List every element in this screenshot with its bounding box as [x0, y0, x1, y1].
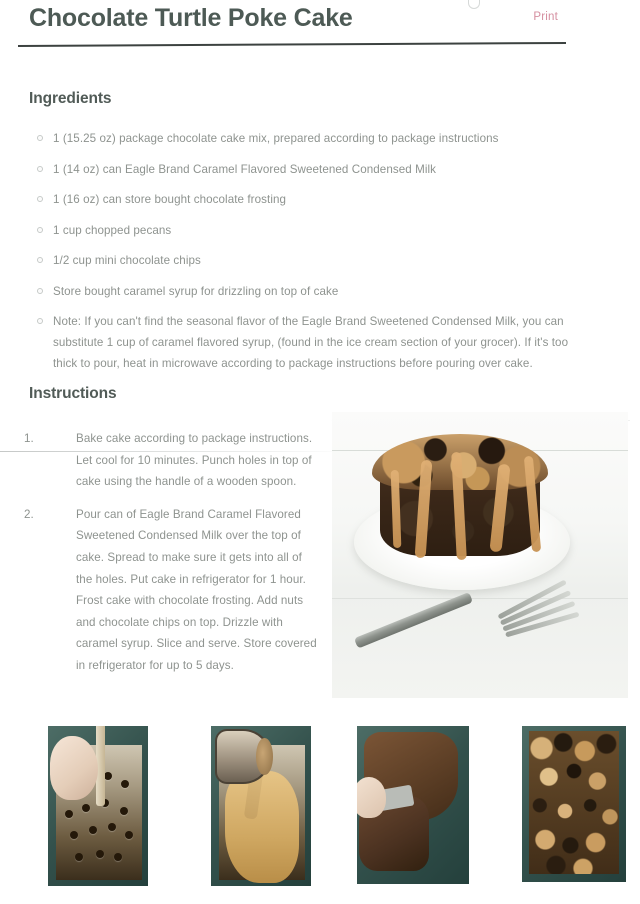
ingredient-text: 1/2 cup mini chocolate chips	[53, 254, 201, 267]
bullet-circle-icon	[37, 135, 43, 141]
step-thumbnail-frost-cake[interactable]	[357, 726, 469, 884]
bullet-circle-icon	[37, 196, 43, 202]
bullet-circle-icon	[37, 227, 43, 233]
step-number: 2.	[24, 507, 34, 521]
ingredient-text: Store bought caramel syrup for drizzling on top of cake	[53, 284, 339, 298]
step-thumbnail-add-toppings[interactable]	[522, 726, 626, 882]
list-item-note	[30, 311, 573, 374]
list-item	[30, 220, 590, 241]
hand-shape	[50, 736, 98, 800]
bullet-circle-icon	[37, 257, 43, 263]
ingredient-text: 1 (15.25 oz) package chocolate cake mix, prepared according to package instructions	[53, 132, 499, 145]
condensed-milk-can-shape	[215, 729, 271, 784]
list-item	[30, 281, 590, 302]
step-number: 1.	[24, 432, 34, 445]
step-photo-strip	[0, 726, 640, 892]
list-item	[30, 159, 590, 180]
bullet-circle-icon	[37, 166, 43, 172]
ingredient-note-text: Note: If you can't find the seasonal flavor of the Eagle Brand Sweetened Condensed Milk, you can substitute 1 cup of caramel flavored syrup, (found in the ice cream section of your grocer). If it's too thick to pour, heat in microwave according to package instructions before pouring over cake.	[53, 315, 569, 370]
bullet-circle-icon	[37, 318, 43, 324]
hero-recipe-photo	[332, 412, 628, 698]
pecans-and-chips-shape	[529, 731, 618, 875]
list-item	[30, 189, 590, 210]
list-item	[18, 428, 318, 493]
step-thumbnail-poke-holes[interactable]	[48, 726, 148, 886]
ingredients-list	[30, 128, 590, 374]
bullet-circle-icon	[37, 288, 43, 294]
can-opening-shape	[256, 738, 273, 775]
ingredient-text: 1 cup chopped pecans	[53, 223, 172, 237]
ingredient-text: 1 (16 oz) can store bought chocolate frosting	[53, 193, 287, 206]
list-item	[30, 250, 590, 271]
step-thumbnail-pour-caramel[interactable]	[211, 726, 311, 886]
header-divider	[18, 42, 566, 47]
list-item	[30, 128, 590, 149]
instructions-list	[18, 428, 318, 688]
step-text: Bake cake according to package instructions. Let cool for 10 minutes. Punch holes in top of cake using the handle of a wooden spoon.	[76, 432, 313, 489]
print-link[interactable]: Print	[533, 11, 558, 23]
step-text: Pour can of Eagle Brand Caramel Flavored Sweetened Condensed Milk over the top of cake. Spread to make sure it gets into all of the holes. Put cake in refrigerator for 1 hour. Frost cake with chocolate frosting. Add nuts and chocolate chips on top. Drizzle with caramel syrup. Slice and serve. Store covered in refrigerator for up to 5 days.	[76, 507, 317, 672]
ingredients-heading: Ingredients	[29, 90, 112, 107]
instructions-heading: Instructions	[29, 385, 117, 402]
ingredient-text: 1 (14 oz) can Eagle Brand Caramel Flavored Sweetened Condensed Milk	[53, 162, 437, 176]
caramel-pool-shape	[225, 771, 299, 883]
recipe-header	[0, 0, 640, 52]
list-item	[18, 504, 318, 677]
page-title: Chocolate Turtle Poke Cake	[29, 4, 353, 32]
